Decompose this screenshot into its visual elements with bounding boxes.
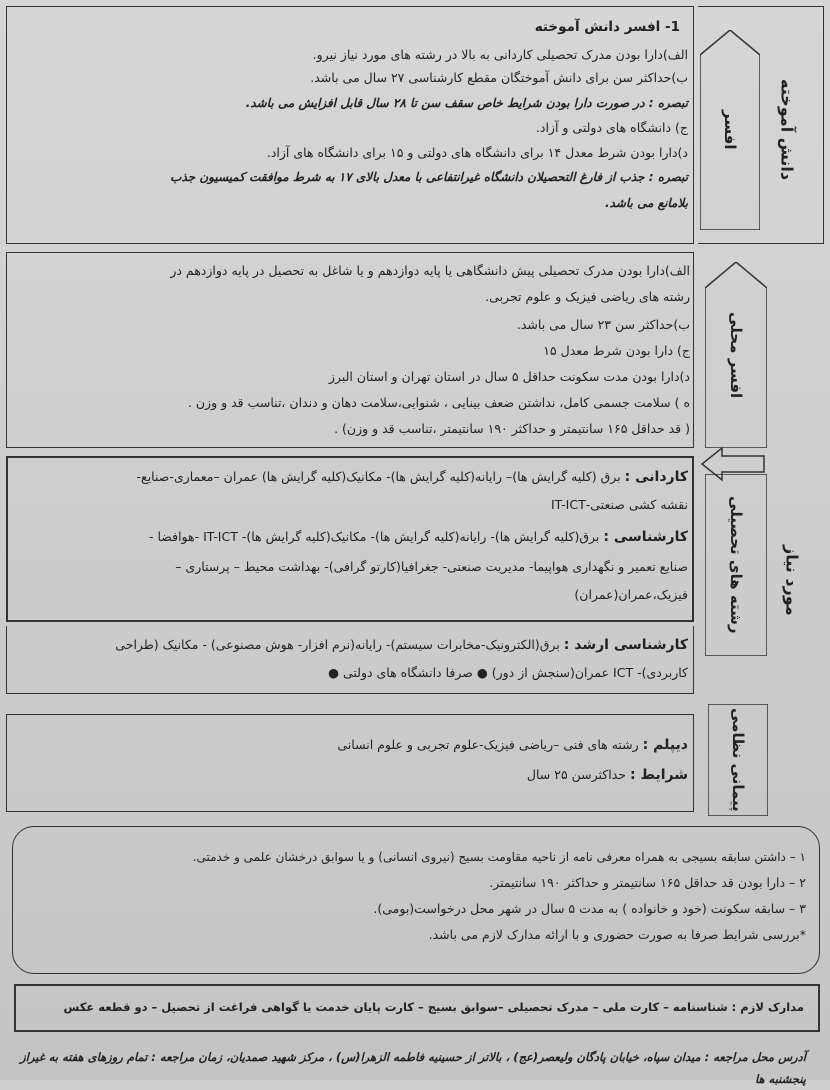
documents-text: مدارک لازم : شناسنامه – کارت ملی – مدرک تحصیلی –سوابق بسیج – کارت پایان خدمت یا گواهی فراغت از تحصیل – دو قطعه عکس bbox=[63, 1000, 804, 1014]
karshenasi-line-1 bbox=[18, 526, 688, 548]
section1-line-d: د)دارا بودن شرط معدل ۱۴ برای دانشگاه های دولتی و ۱۵ برای دانشگاه های آزاد. bbox=[266, 145, 688, 160]
kardani-line-1 bbox=[18, 466, 688, 488]
arshad-label: کارشناسی ارشد : bbox=[563, 637, 688, 653]
general-line-1: ۱ – داشتن سابقه بسیجی به همراه معرفی نامه از ناحیه مقاومت بسیج (نیروی انسانی) و یا سوابق درخشان علمی و خدمتی. bbox=[192, 850, 806, 864]
karshenasi-text-3: فیزیک،عمران(عمران) bbox=[574, 587, 688, 602]
section1-tag bbox=[700, 30, 760, 230]
conditions-line bbox=[48, 764, 688, 786]
section2-line-d: د)دارا بودن مدت سکونت حداقل ۵ سال در استان تهران و استان البرز bbox=[328, 369, 690, 384]
karshenasi-text-2: صنایع تعمیر و نگهداری هواپیما- مدیریت صنعتی- جغرافیا(کارتو گرافی)- بهداشت محیط – پرستاری – bbox=[175, 559, 688, 574]
section1-line-a: الف)دارا بودن مدرک تحصیلی کاردانی به بالا در رشته های مورد نیاز نیرو. bbox=[312, 47, 688, 62]
karshenasi-label: کارشناسی : bbox=[603, 529, 688, 545]
address-text: آدرس محل مراجعه : میدان سپاه، خیابان پادگان ولیعصر(عج) ، بالاتر از حسینیه فاطمه الزهرا(س) ، مرکز شهید صمدیان، زمان مراجعه : تمام روزهای هفته به غیراز پنجشنبه ها bbox=[20, 1050, 806, 1086]
conditions-label: شرایط : bbox=[630, 767, 688, 783]
general-line-2: ۲ – دارا بودن قد حداقل ۱۶۵ سانتیمتر و حداکثر ۱۹۰ سانتیمتر. bbox=[489, 875, 806, 890]
arshad-text-2: کاربردی)- ICT عمران(سنجش از دور) ● صرفا دانشگاه های دولتی ● bbox=[328, 665, 688, 680]
section3-label-a: رشته های تحصیلی bbox=[727, 496, 745, 634]
diploma-label: دیپلم : bbox=[642, 737, 688, 753]
section1-note-1: تبصره : در صورت دارا بودن شرایط خاص سقف سن تا ۲۸ سال قابل افزایش می باشد. bbox=[245, 96, 688, 110]
section1-line-c: ج) دانشگاه های دولتی و آزاد. bbox=[535, 120, 688, 135]
conditions-text: حداکثرسن ۲۵ سال bbox=[526, 767, 627, 782]
section-military-contract bbox=[6, 714, 694, 812]
section2-label: افسر محلی bbox=[727, 311, 745, 399]
karshenasi-text-1: برق(کلیه گرایش ها)- رایانه(کلیه گرایش ها)- مکانیک(کلیه گرایش ها)- IT-ICT -هوافضا - bbox=[148, 529, 600, 544]
section3-tag bbox=[705, 474, 767, 656]
kardani-label: کاردانی : bbox=[624, 469, 688, 485]
section1-label-b: دانش آموخته bbox=[777, 79, 797, 181]
section2-line-e: ه ) سلامت جسمی کامل، نداشتن ضعف بینایی ، شنوایی،سلامت دهان و دندان ،تناسب قد و وزن . bbox=[187, 395, 690, 410]
arshad-line-1 bbox=[18, 634, 688, 656]
section1-label-a: افسر bbox=[721, 110, 739, 150]
section2-tag bbox=[705, 262, 767, 448]
section1-title: 1- افسر دانش آموخته bbox=[534, 19, 680, 35]
section4-tag bbox=[708, 704, 768, 816]
section1-note-2b: بلامانع می باشد. bbox=[604, 196, 688, 210]
kardani-text-1: برق (کلیه گرایش ها)– رایانه(کلیه گرایش ها)- مکانیک(کلیه گرایش ها) عمران –معماری-صنایع- bbox=[136, 469, 621, 484]
kardani-text-2: نقشه کشی صنعتی-IT-ICT bbox=[551, 497, 688, 512]
section2-line-c: ج) دارا بودن شرط معدل ۱۵ bbox=[543, 343, 690, 358]
section1-note-2: تبصره : جذب از فارغ التحصیلان دانشگاه غیرانتفاعی با معدل بالای ۱۷ به شرط موافقت کمیسیون جذب bbox=[170, 170, 688, 184]
diploma-line bbox=[48, 734, 688, 756]
section2-line-b: ب)حداکثر سن ۲۳ سال می باشد. bbox=[516, 317, 690, 332]
section1-line-b: ب)حداکثر سن برای دانش آموختگان مقطع کارشناسی ۲۷ سال می باشد. bbox=[310, 70, 688, 85]
section2-line-a: الف)دارا بودن مدرک تحصیلی پیش دانشگاهی یا پایه دوازدهم و یا شاغل به تحصیل در پایه دوازدهم در bbox=[170, 263, 690, 278]
arshad-text-1: برق(الکترونیک-مخابرات سیستم)- رایانه(نرم افزار- هوش مصنوعی) - مکانیک (طراحی bbox=[115, 637, 560, 652]
section2-line-f: ( قد حداقل ۱۶۵ سانتیمتر و حداکثر ۱۹۰ سانتیمتر ،تناسب قد و وزن) . bbox=[334, 421, 690, 436]
general-note: *بررسی شرایط صرفا به صورت حضوری و با ارائه مدارک لازم می باشد. bbox=[428, 927, 806, 942]
general-line-3: ۳ – سابقه سکونت (خود و خانواده ) به مدت ۵ سال در شهر محل درخواست(بومی). bbox=[373, 901, 806, 916]
section2-line-a2: رشته های ریاضی فیزیک و علوم تجربی. bbox=[485, 289, 690, 304]
section4-label: پیمانی نظامی bbox=[729, 708, 747, 812]
section3-label-b: مورد نیاز bbox=[782, 544, 802, 616]
diploma-text: رشته های فنی –ریاضی فیزیک-علوم تجربی و علوم انسانی bbox=[337, 737, 639, 752]
